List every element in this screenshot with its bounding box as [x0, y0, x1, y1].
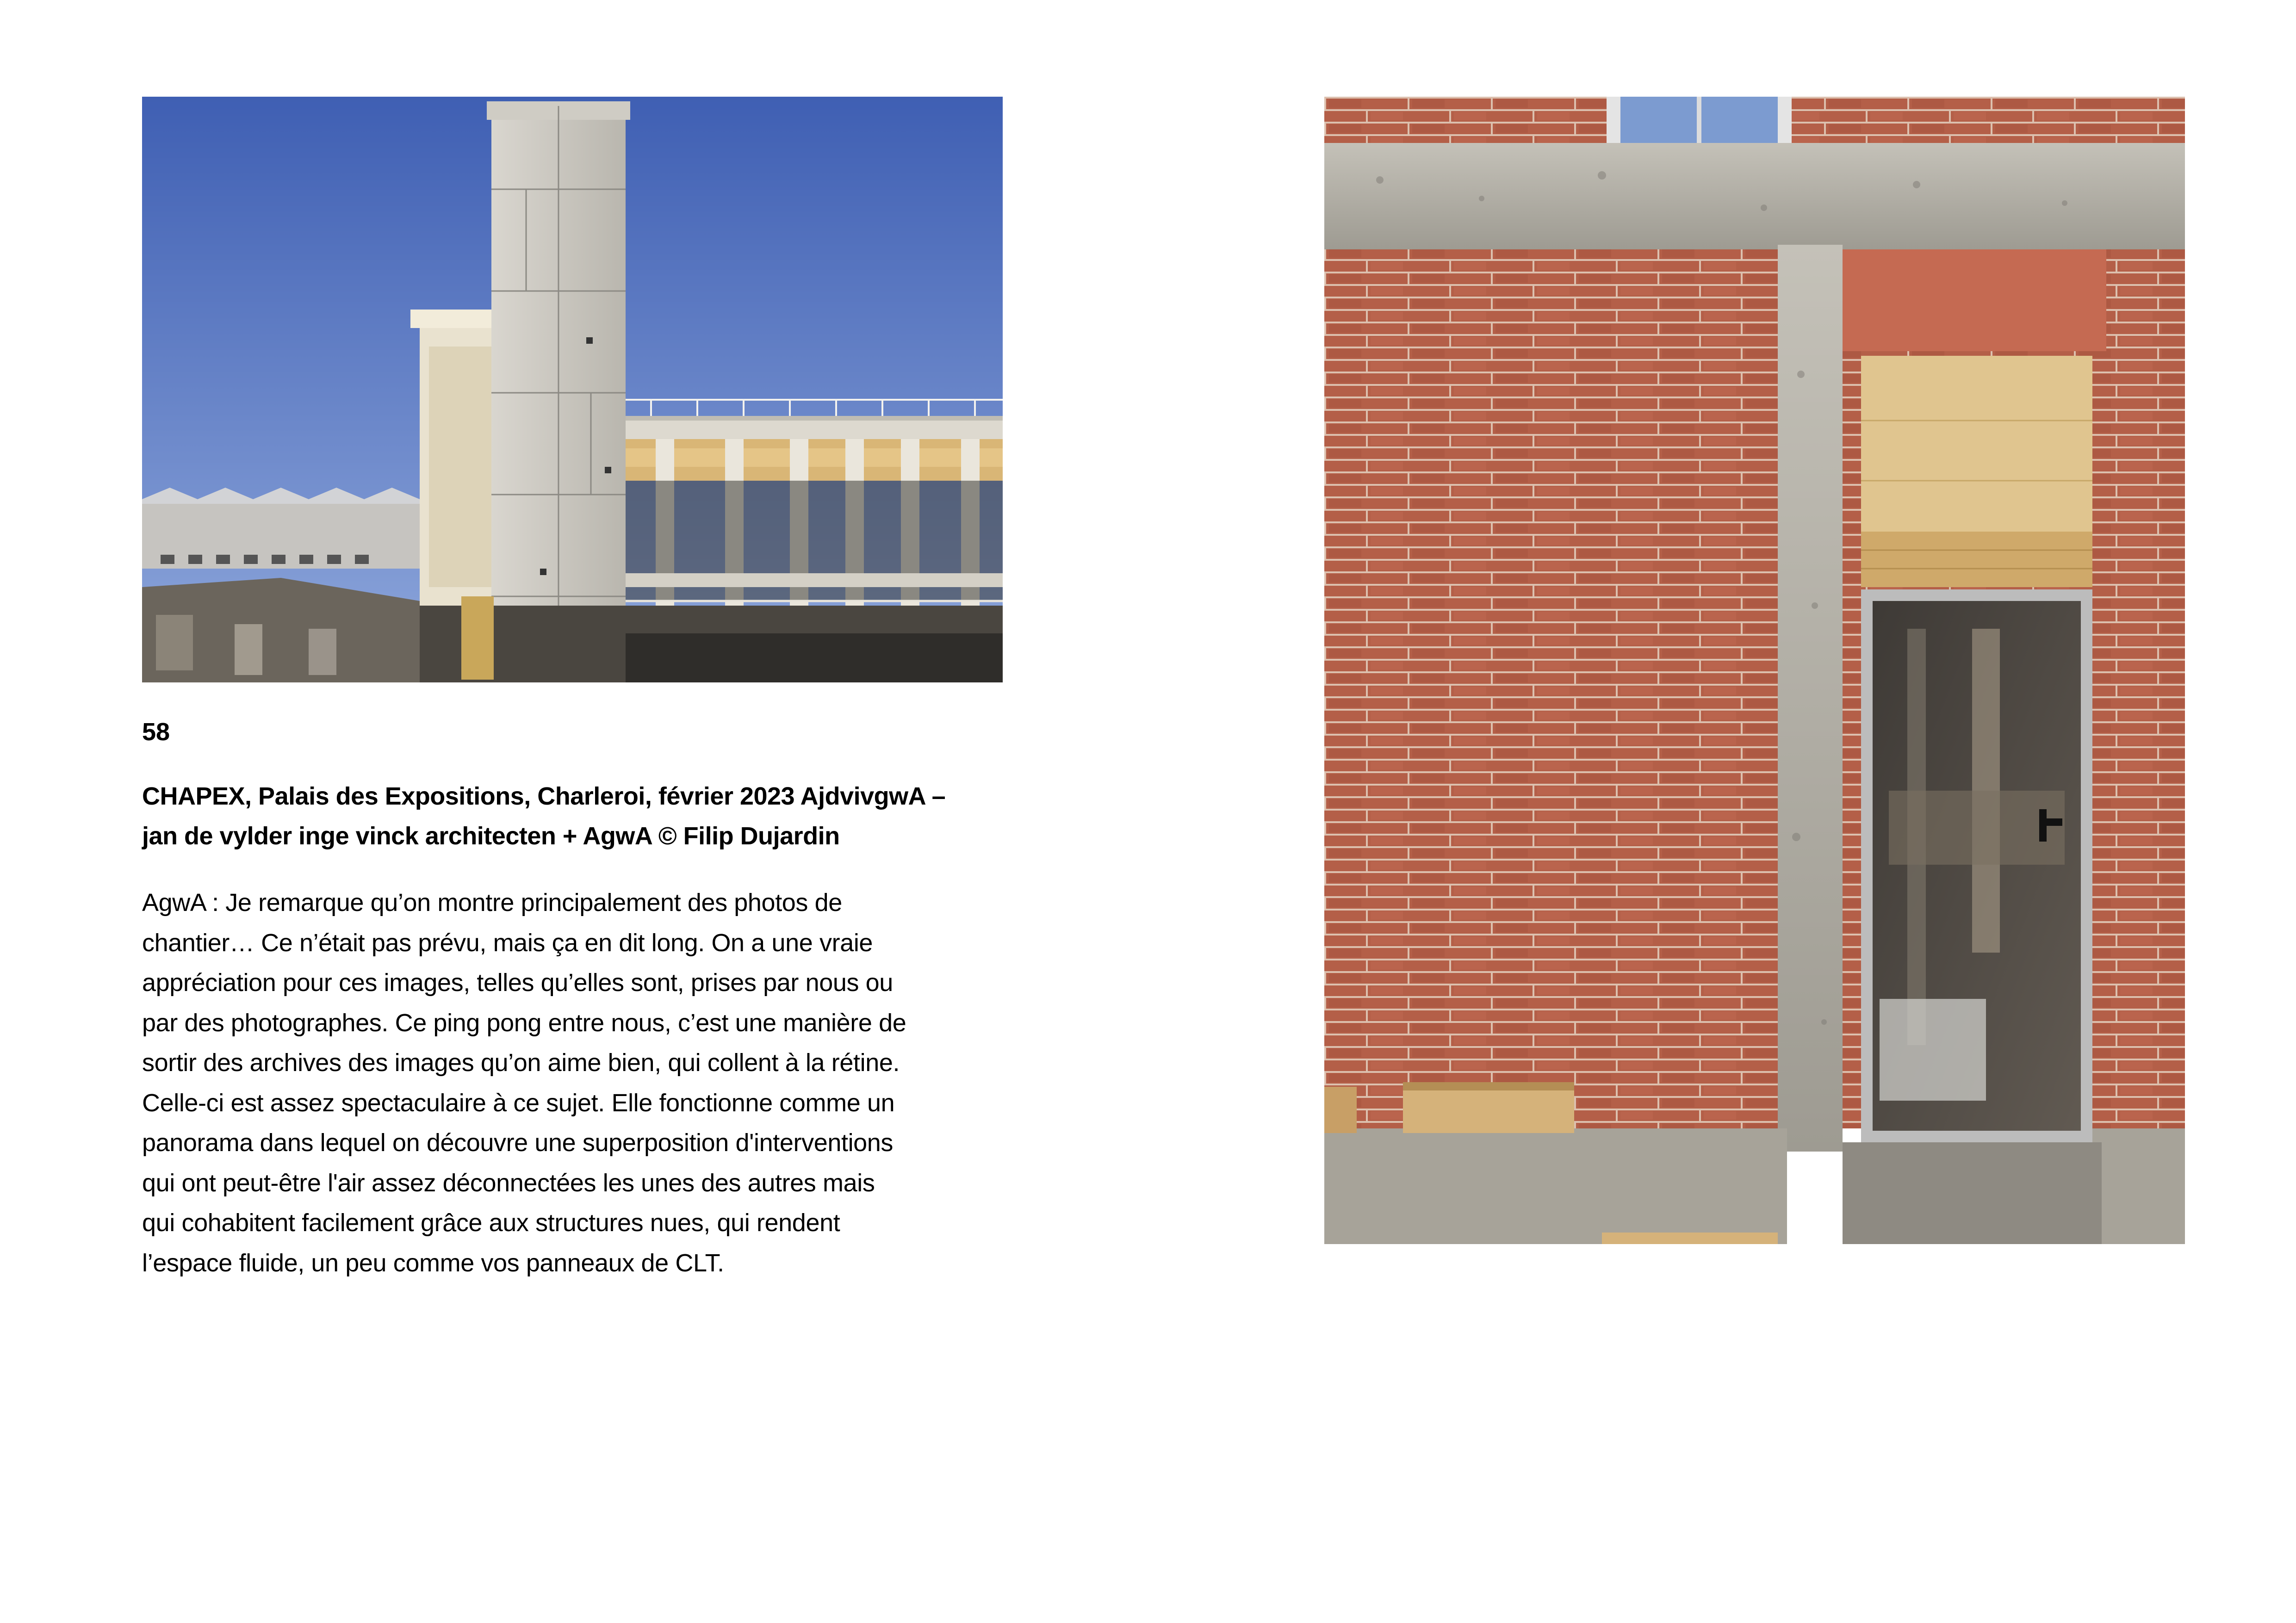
paragraph-line: chantier… Ce n’était pas prévu, mais ça en dit long. On a une vraie	[142, 929, 873, 957]
construction-site-photo	[142, 97, 1003, 682]
paragraph-line: qui ont peut-être l'air assez déconnectées les unes des autres mais	[142, 1169, 875, 1197]
paragraph-line: appréciation pour ces images, telles qu’elles sont, prises par nous ou	[142, 969, 893, 997]
caption-line: CHAPEX, Palais des Expositions, Charleroi, février 2023 AjdvivgwA –	[142, 782, 946, 810]
construction-site-illustration	[142, 97, 1003, 682]
figure-number: 58	[142, 718, 170, 746]
interview-paragraph	[142, 883, 1012, 1283]
paragraph-line: qui cohabitent facilement grâce aux structures nues, qui rendent	[142, 1209, 840, 1237]
brick-facade-illustration	[1324, 97, 2185, 1244]
figure-caption	[142, 776, 1012, 856]
paragraph-line: Celle-ci est assez spectaculaire à ce sujet. Elle fonctionne comme un	[142, 1089, 895, 1117]
caption-line: jan de vylder inge vinck architecten + AgwA © Filip Dujardin	[142, 822, 840, 850]
paragraph-line: sortir des archives des images qu’on aime bien, qui collent à la rétine.	[142, 1049, 900, 1077]
paragraph-line: AgwA : Je remarque qu’on montre principalement des photos de	[142, 889, 842, 917]
brick-facade-photo	[1324, 97, 2185, 1244]
paragraph-line: panorama dans lequel on découvre une superposition d'interventions	[142, 1129, 894, 1157]
paragraph-line: par des photographes. Ce ping pong entre nous, c’est une manière de	[142, 1009, 906, 1037]
paragraph-line: l’espace fluide, un peu comme vos panneaux de CLT.	[142, 1249, 724, 1277]
